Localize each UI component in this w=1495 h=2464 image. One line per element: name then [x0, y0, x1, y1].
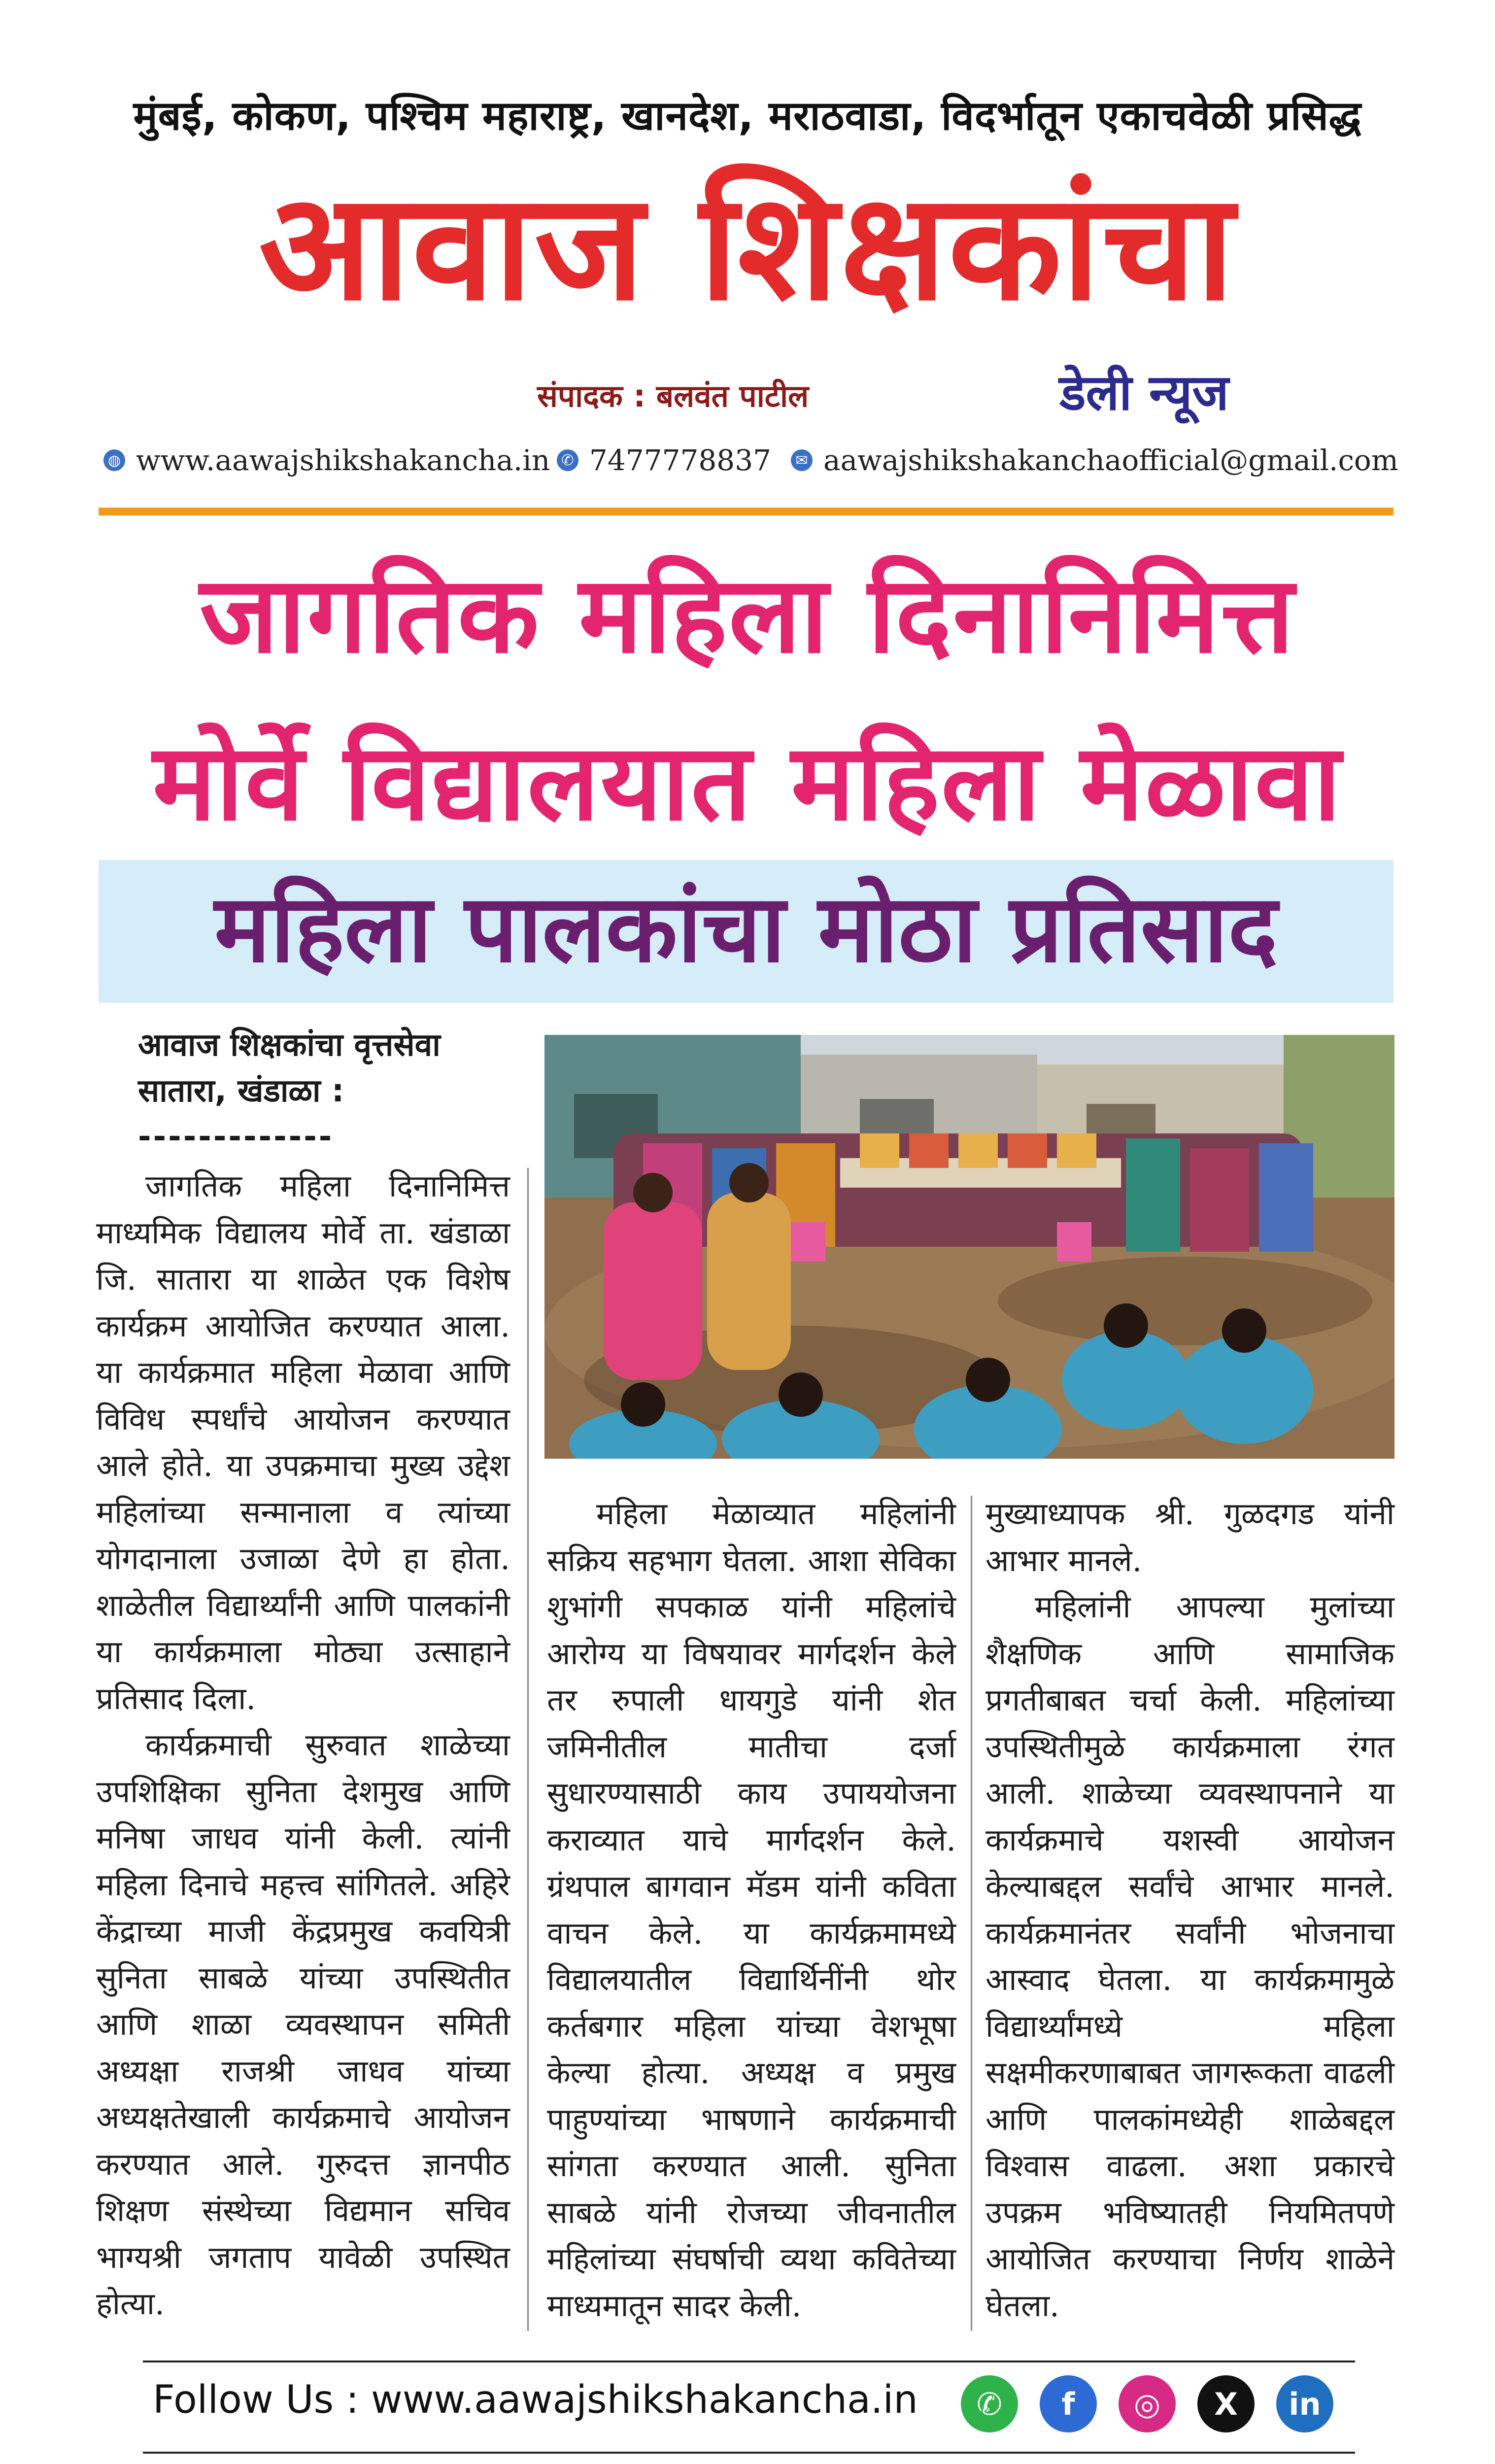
website-contact[interactable] [103, 444, 550, 477]
whatsapp-icon[interactable]: ✆ [961, 2375, 1018, 2432]
event-photo [544, 1035, 1394, 1459]
article-paragraph: जागतिक महिला दिनानिमित्त माध्यमिक विद्यालय मोर्वे ता. खंडाळा जि. सातारा या शाळेत एक विशेष कार्यक्रम आयोजित करण्यात आला. या कार्यक्रमात महिला मेळावा आणि विविध स्पर्धांचे आयोजन करण्यात आले होते. या उपक्रमाचा मुख्य उद्देश महिलांच्या सन्मानाला व त्यांच्या योगदानाला उजाळा देणे हा होता. शाळेतील विद्यार्थ्यांनी आणि पालकांनी या कार्यक्रमाला मोठ्या उत्साहाने प्रतिसाद दिला. [96, 1168, 510, 1716]
newspaper-masthead: आवाज शिक्षकांचा [259, 161, 1236, 333]
email-address[interactable]: aawajshikshakanchaofficial@gmail.com [823, 444, 1398, 477]
news-service: आवाज शिक्षकांचा वृत्तसेवा [138, 1027, 441, 1063]
globe-icon: ◍ [103, 449, 125, 471]
phone-icon: ✆ [557, 449, 578, 471]
article-column-3 [985, 1491, 1394, 2329]
daily-news-label: डेली न्यूज [1059, 364, 1229, 421]
linkedin-icon[interactable]: in [1276, 2375, 1333, 2432]
article-paragraph: महिलांनी आपल्या मुलांच्या शैक्षणिक आणि सामाजिक प्रगतीबाबत चर्चा केली. महिलांच्या उपस्थितीमुळे कार्यक्रमाला रंगत आली. शाळेच्या व्यवस्थापनाने या कार्यक्रमाचे यशस्वी आयोजन केल्याबद्दल सर्वांचे आभार मानले. कार्यक्रमानंतर सर्वांनी भोजनाचा आस्वाद घेतला. या कार्यक्रमामुळे विद्यार्थ्यांमध्ये महिला सक्षमीकरणाबाबत जागरूकता वाढली आणि पालकांमध्येही शाळेबद्दल विश्वास वाढला. अशा प्रकारचे उपक्रम भविष्यातही नियमितपणे आयोजित करण्याचा निर्णय शाळेने घेतला. [985, 1589, 1394, 2324]
footer-top-rule [143, 2361, 1355, 2362]
follow-us-link[interactable]: Follow Us : www.aawajshikshakancha.in [153, 2378, 918, 2422]
phone-contact[interactable] [557, 444, 771, 477]
header-divider [99, 508, 1393, 515]
article-column-2 [547, 1491, 956, 2329]
column-divider [971, 1496, 972, 2331]
editor-credit: संपादक : बलवंत पाटील [537, 378, 809, 414]
article-paragraph: कार्यक्रमाची सुरुवात शाळेच्या उपशिक्षिका सुनिता देशमुख आणि मनिषा जाधव यांनी केली. त्यांनी महिला दिनाचे महत्त्व सांगितले. अहिरे केंद्राच्या माजी केंद्रप्रमुख कवयित्री सुनिता साबळे यांच्या उपस्थितीत आणि शाळा व्यवस्थापन समिती अध्यक्षा राजश्री जाधव यांच्या अध्यक्षतेखाली कार्यक्रमाचे आयोजन करण्यात आले. गुरुदत्त ज्ञानपीठ शिक्षण संस्थेच्या विद्यमान सचिव भाग्यश्री जगताप यावेळी उपस्थित होत्या. [96, 1727, 510, 2322]
article-paragraph: महिला मेळाव्यात महिलांनी सक्रिय सहभाग घेतला. आशा सेविका शुभांगी सपकाळ यांनी महिलांचे आरोग्य या विषयावर मार्गदर्शन केले तर रुपाली धायगुडे यांनी शेत जमिनीतील मातीचा दर्जा सुधारण्यासाठी काय उपाययोजना कराव्यात याचे मार्गदर्शन केले. ग्रंथपाल बागवान मॅडम यांनी कविता वाचन केले. या कार्यक्रमामध्ये विद्यालयातील विद्यार्थिनींनी थोर कर्तबगार महिला यांच्या वेशभूषा केल्या होत्या. अध्यक्ष व प्रमुख पाहुण्यांच्या भाषणाने कार्यक्रमाची सांगता करण्यात आली. सुनिता साबळे यांनी रोजच्या जीवनातील महिलांच्या संघर्षाची व्यथा कवितेच्या माध्यमातून सादर केली. [547, 1496, 956, 2324]
website-link[interactable]: www.aawajshikshakancha.in [136, 444, 550, 477]
event-photo-illustration [544, 1035, 1394, 1459]
headline-line-1: जागतिक महिला दिनानिमित्त [200, 553, 1295, 677]
facebook-icon[interactable]: f [1040, 2375, 1097, 2432]
byline [138, 1023, 557, 1160]
headline-line-2: मोर्वे विद्यालयात महिला मेळावा [152, 720, 1343, 844]
x-twitter-icon[interactable]: X [1197, 2375, 1255, 2432]
column-divider [527, 1168, 529, 2331]
phone-number[interactable]: 7477778837 [589, 444, 772, 477]
byline-dashes: ------------- [138, 1118, 334, 1155]
email-icon: ✉ [791, 449, 813, 471]
subheadline: महिला पालकांचा मोठा प्रतिसाद [214, 874, 1278, 983]
article-column-1 [96, 1163, 510, 2327]
footer-bottom-rule [143, 2452, 1355, 2454]
email-contact[interactable] [791, 444, 1398, 477]
instagram-icon[interactable]: ◎ [1119, 2375, 1176, 2432]
article-paragraph: मुख्याध्यापक श्री. गुळदगड यांनी आभार मानले. [985, 1496, 1394, 1578]
tagline: मुंबई, कोकण, पश्चिम महाराष्ट्र, खानदेश, मराठवाडा, विदर्भातून एकाचवेळी प्रसिद्ध [133, 93, 1362, 139]
dateline: सातारा, खंडाळा : [138, 1072, 344, 1109]
